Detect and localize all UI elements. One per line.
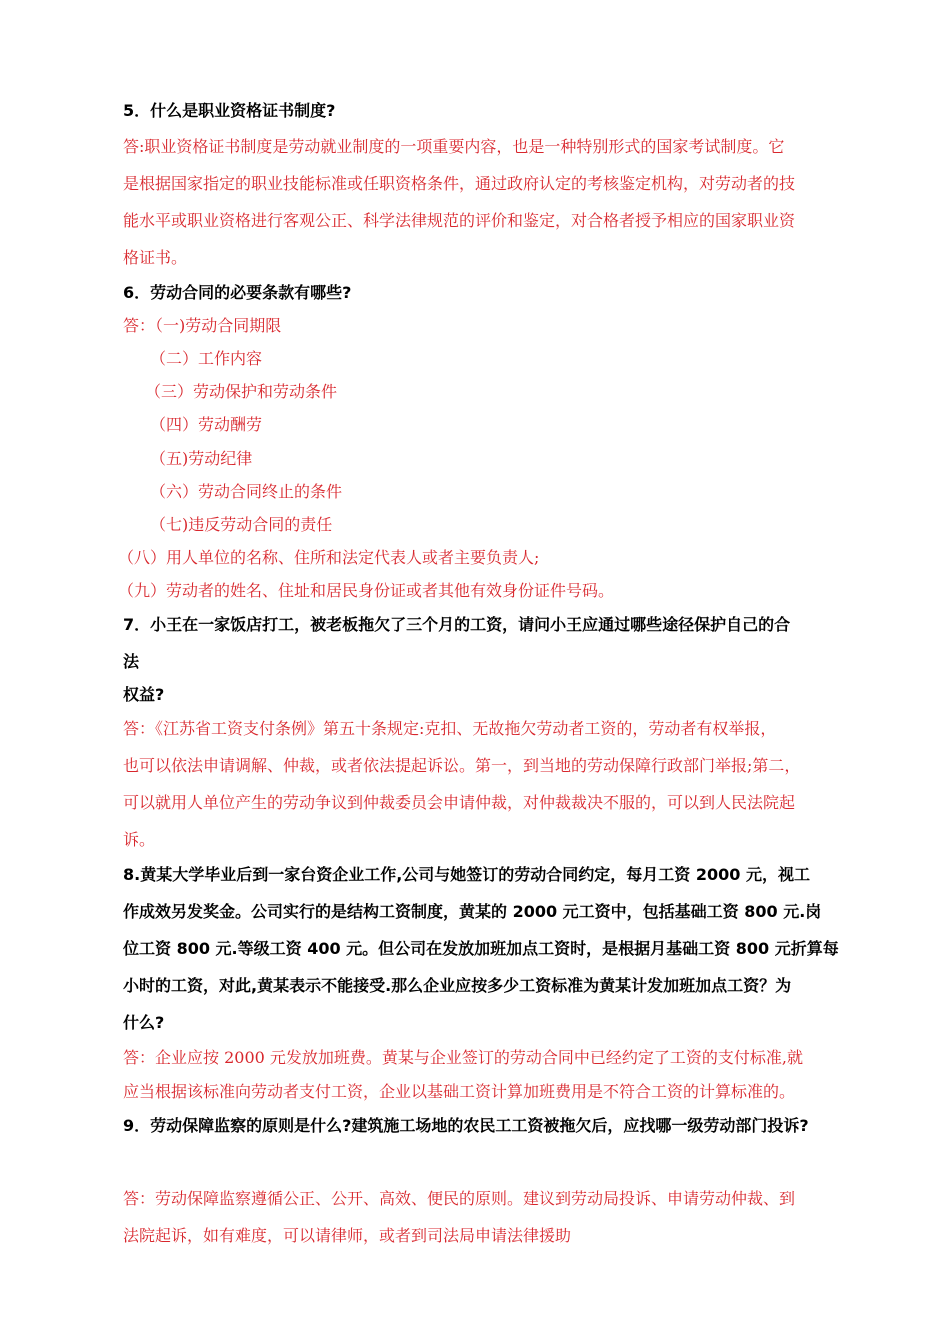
answer-8-line-1: 答：企业应按 2000 元发放加班费。黄某与企业签订的劳动合同中已经约定了工资的支付标准,就 xyxy=(123,1048,803,1067)
question-8-line-3: 位工资 800 元.等级工资 400 元。但公司在发放加班加点工资时，是根据月基础工资 800 元折算每 xyxy=(123,939,839,958)
answer-8-line-2: 应当根据该标准向劳动者支付工资，企业以基础工资计算加班费用是不符合工资的计算标准的。 xyxy=(123,1082,796,1101)
answer-6-item-5: （五)劳动纪律 xyxy=(150,449,253,468)
answer-9-line-1: 答：劳动保障监察遵循公正、公开、高效、便民的原则。建议到劳动局投诉、申请劳动仲裁、到 xyxy=(123,1189,796,1208)
answer-6-item-9: （九）劳动者的姓名、住址和居民身份证或者其他有效身份证件号码。 xyxy=(118,581,615,600)
question-8-line-5: 什么? xyxy=(123,1013,165,1032)
answer-7-line-4: 诉。 xyxy=(123,830,156,849)
answer-6-item-2: （二）工作内容 xyxy=(150,349,263,368)
question-9: 9．劳动保障监察的原则是什么?建筑施工场地的农民工工资被拖欠后，应找哪一级劳动部门投诉? xyxy=(123,1116,809,1135)
question-5: 5．什么是职业资格证书制度? xyxy=(123,101,336,120)
question-8-line-1: 8.黄某大学毕业后到一家台资企业工作,公司与她签订的劳动合同约定，每月工资 2000 元，视工 xyxy=(123,865,810,884)
answer-7-line-3: 可以就用人单位产生的劳动争议到仲裁委员会申请仲裁，对仲裁裁决不服的，可以到人民法院起 xyxy=(123,793,796,812)
answer-5-line-3: 能水平或职业资格进行客观公正、科学法律规范的评价和鉴定，对合格者授予相应的国家职业资 xyxy=(123,211,796,230)
question-7-line-1: 7．小王在一家饭店打工，被老板拖欠了三个月的工资，请问小王应通过哪些途径保护自己的合 xyxy=(123,615,791,634)
answer-5-line-1: 答:职业资格证书制度是劳动就业制度的一项重要内容，也是一种特别形式的国家考试制度。它 xyxy=(123,137,785,156)
answer-6-item-4: （四）劳动酬劳 xyxy=(150,415,263,434)
answer-6-item-7: （七)违反劳动合同的责任 xyxy=(150,515,333,534)
answer-7-line-2: 也可以依法申请调解、仲裁，或者依法提起诉讼。第一，到当地的劳动保障行政部门举报;第二， xyxy=(123,756,801,775)
answer-6-item-3: （三）劳动保护和劳动条件 xyxy=(145,382,338,401)
question-7-line-3: 权益? xyxy=(123,685,165,704)
answer-6-item-6: （六）劳动合同终止的条件 xyxy=(150,482,343,501)
question-8-line-2: 作成效另发奖金。公司实行的是结构工资制度，黄某的 2000 元工资中，包括基础工资 800 元.岗 xyxy=(123,902,822,921)
question-7-line-2: 法 xyxy=(123,652,140,671)
answer-6-item-1: 答：（一)劳动合同期限 xyxy=(123,316,282,335)
question-6: 6．劳动合同的必要条款有哪些? xyxy=(123,283,352,302)
answer-6-item-8: （八）用人单位的名称、住所和法定代表人或者主要负责人; xyxy=(118,548,540,567)
answer-5-line-4: 格证书。 xyxy=(123,248,188,267)
answer-7-line-1: 答：《江苏省工资支付条例》第五十条规定:克扣、无故拖欠劳动者工资的，劳动者有权举报， xyxy=(123,719,777,738)
answer-9-line-2: 法院起诉，如有难度，可以请律师，或者到司法局申请法律援助 xyxy=(123,1226,572,1245)
answer-5-line-2: 是根据国家指定的职业技能标准或任职资格条件，通过政府认定的考核鉴定机构，对劳动者的技 xyxy=(123,174,796,193)
question-8-line-4: 小时的工资，对此,黄某表示不能接受.那么企业应按多少工资标准为黄某计发加班加点工资？为 xyxy=(123,976,792,995)
